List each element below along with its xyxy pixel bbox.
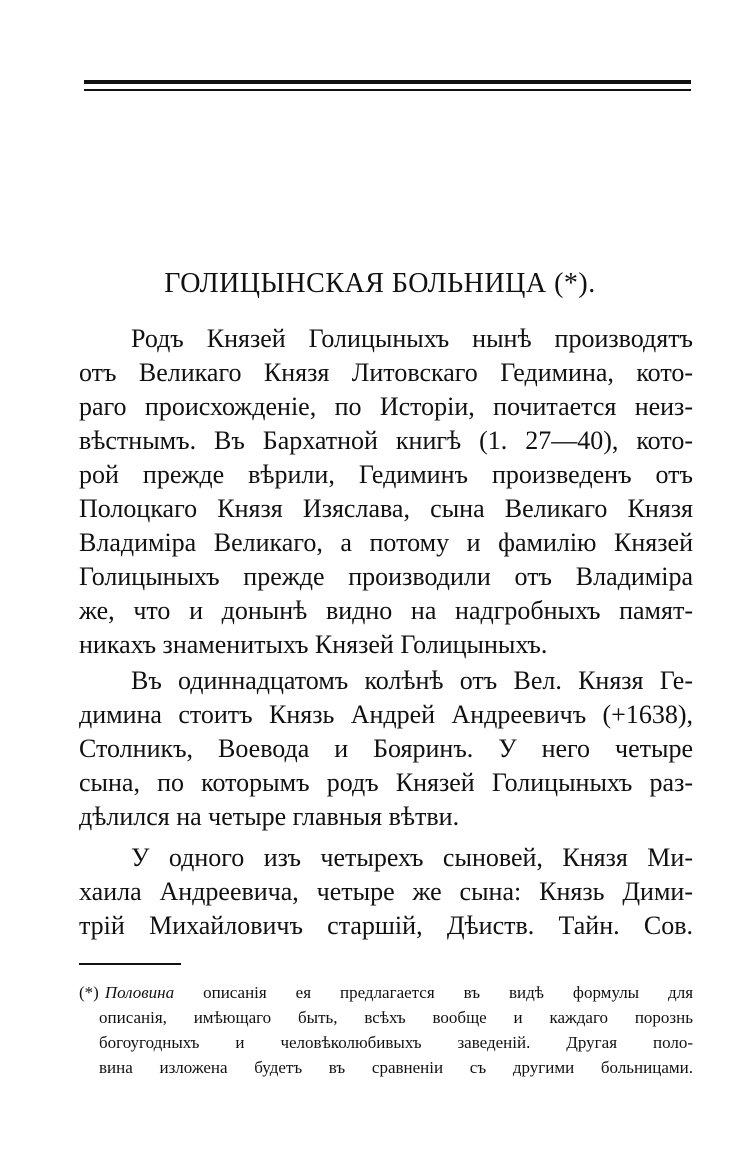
text-line: Полоцкаго Князя Изяслава, сына Великаго Князя <box>79 494 693 523</box>
footnote-first-line-text: описанія ея предлагается въ видѣ формулы для <box>203 983 694 1002</box>
text-line: хаила Андреевича, четыре же сына: Князь Дими- <box>79 877 693 906</box>
text-line: рой прежде вѣрили, Гедиминъ произведенъ отъ <box>79 460 693 489</box>
text-line: Столникъ, Воевода и Бояринъ. У него четыре <box>79 734 693 763</box>
text-line: димина стоитъ Князь Андрей Андреевичъ (+1638), <box>79 700 693 729</box>
chapter-title: ГОЛИЦЫНСКАЯ БОЛЬНИЦА (*). <box>164 268 596 299</box>
footnote-italic-lead: Половина <box>104 983 175 1002</box>
footnote-line: вина изложена будетъ въ сравненіи съ другими больницами. <box>99 1058 693 1077</box>
text-line: же, что и донынѣ видно на надгробныхъ памят- <box>79 596 693 625</box>
footnote <box>79 980 693 1080</box>
footnote-rule <box>79 963 181 965</box>
paragraph-3 <box>79 841 693 943</box>
text-line: сына, по которымъ родъ Князей Голицыныхъ раз- <box>79 768 693 797</box>
header-rule-thick <box>84 80 691 84</box>
text-line: отъ Великаго Князя Литовскаго Гедимина, кото- <box>79 358 693 387</box>
text-line: раго происхожденіе, по Исторіи, почитается неиз- <box>79 392 693 421</box>
paragraph-1 <box>79 322 693 662</box>
footnote-marker: (*) <box>79 983 99 1002</box>
text-line: трій Михайловичъ старшій, Дѣиств. Тайн. Сов. <box>79 911 693 940</box>
text-line: Родъ Князей Голицыныхъ нынѣ производятъ <box>131 324 693 353</box>
text-line: Голицыныхъ прежде производили отъ Владиміра <box>79 562 693 591</box>
paragraph-2 <box>79 664 693 834</box>
header-rule-thin <box>84 89 691 91</box>
footnote-line <box>79 980 693 1005</box>
text-line: Владиміра Великаго, а потому и фамилію Князей <box>79 528 693 557</box>
text-line: вѣстнымъ. Въ Бархатной книгѣ (1. 27—40), кото- <box>79 426 693 455</box>
text-line: У одного изъ четырехъ сыновей, Князя Ми- <box>131 843 693 872</box>
text-line: дѣлился на четыре главныя вѣтви. <box>79 802 460 831</box>
footnote-line: описанія, имѣющаго быть, всѣхъ вообще и каждаго порознь <box>99 1008 693 1027</box>
text-line: никахъ знаменитыхъ Князей Голицыныхъ. <box>79 630 548 659</box>
text-line: Въ одиннадцатомъ колѣнѣ отъ Вел. Князя Ге- <box>131 666 693 695</box>
footnote-line: богоугодныхъ и человѣколюбивыхъ заведеній. Другая поло- <box>99 1033 693 1052</box>
